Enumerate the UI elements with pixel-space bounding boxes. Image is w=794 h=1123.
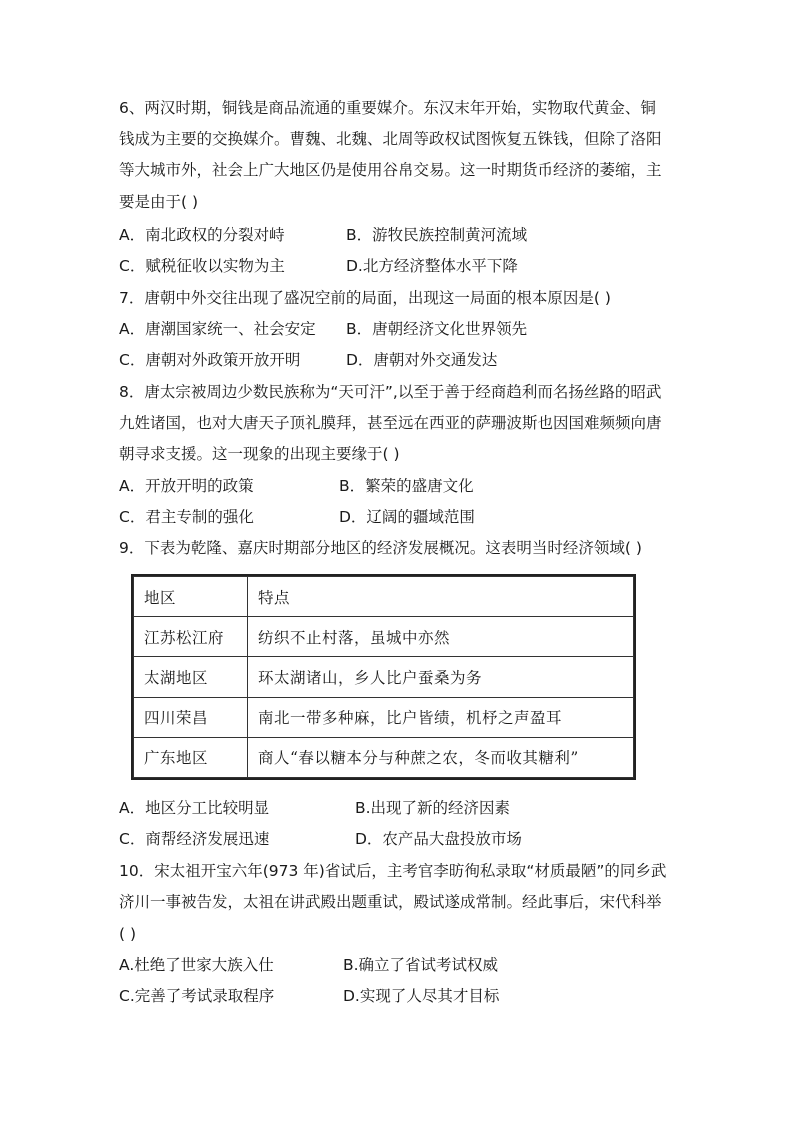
q8-stem-line-3: 朝寻求支援。这一现象的出现主要缘于( ): [119, 445, 400, 463]
q10-option-b: B.确立了省试考试权威: [343, 956, 499, 974]
q9-option-b: B.出现了新的经济因素: [355, 799, 511, 817]
q6-stem-line-1: 6、两汉时期，铜钱是商品流通的重要媒介。东汉末年开始，实物取代黄金、铜: [119, 99, 656, 117]
q10-option-d: D.实现了人尽其才目标: [343, 987, 500, 1005]
table-cell-feature: 商人“春以糖本分与种蔗之农，冬而收其糖利”: [248, 737, 634, 777]
q6-option-d: D.北方经济整体水平下降: [346, 257, 518, 275]
table-row: [134, 697, 634, 737]
table-row: [134, 737, 634, 777]
q6-option-a: A．南北政权的分裂对峙: [119, 226, 285, 244]
table-cell-region: 广东地区: [134, 737, 248, 777]
q6-stem-line-4: 要是由于( ): [119, 193, 199, 211]
economy-table: [131, 574, 636, 780]
q6-option-b: B．游牧民族控制黄河流域: [346, 226, 528, 244]
q9-stem-line-1: 9．下表为乾隆、嘉庆时期部分地区的经济发展概况。这表明当时经济领域( ): [119, 539, 642, 557]
q6-option-c: C．赋税征收以实物为主: [119, 257, 285, 275]
q8-option-d: D．辽阔的疆域范围: [339, 508, 475, 526]
q6-stem-line-2: 钱成为主要的交换媒介。曹魏、北魏、北周等政权试图恢复五铢钱，但除了洛阳: [119, 130, 662, 148]
q9-option-d: D．农产品大盘投放市场: [355, 830, 522, 848]
q7-option-b: B．唐朝经济文化世界领先: [346, 320, 528, 338]
table-row: [134, 617, 634, 657]
q10-stem-line-3: ( ): [119, 925, 137, 943]
q8-option-b: B．繁荣的盛唐文化: [339, 477, 474, 495]
q7-option-a: A．唐潮国家统一、社会安定: [119, 320, 316, 338]
q8-option-c: C．君主专制的强化: [119, 508, 254, 526]
table-cell-region: 江苏松江府: [134, 617, 248, 657]
table-cell-feature: 纺织不止村落，虽城中亦然: [248, 617, 634, 657]
q9-option-c: C．商帮经济发展迅速: [119, 830, 270, 848]
table-header-row: [134, 577, 634, 617]
q6-stem-line-3: 等大城市外，社会上广大地区仍是使用谷帛交易。这一时期货币经济的萎缩，主: [119, 161, 662, 179]
q10-stem-line-1: 10．宋太祖开宝六年(973 年)省试后，主考官李昉徇私录取“材质最陋”的同乡武: [119, 862, 667, 880]
q7-option-c: C．唐朝对外政策开放开明: [119, 351, 301, 369]
q10-stem-line-2: 济川一事被告发，太祖在讲武殿出题重试，殿试遂成常制。经此事后，宋代科举: [119, 893, 662, 911]
q8-stem-line-2: 九姓诸国，也对大唐天子顶礼膜拜，甚至远在西亚的萨珊波斯也因国难频频向唐: [119, 414, 662, 432]
table-cell-feature: 南北一带多种麻，比户皆绩，机杼之声盈耳: [248, 697, 634, 737]
table-cell-region: 四川荣昌: [134, 697, 248, 737]
table-cell-feature: 环太湖诸山，乡人比户蚕桑为务: [248, 657, 634, 697]
table-header-feature: 特点: [248, 577, 634, 617]
table-cell-region: 太湖地区: [134, 657, 248, 697]
q10-option-a: A.杜绝了世家大族入仕: [119, 956, 274, 974]
q10-option-c: C.完善了考试录取程序: [119, 987, 275, 1005]
q7-option-d: D．唐朝对外交通发达: [346, 351, 498, 369]
q8-stem-line-1: 8．唐太宗被周边少数民族称为“天可汗”,以至于善于经商趋利而名扬丝路的昭武: [119, 383, 662, 401]
q7-stem-line-1: 7．唐朝中外交往出现了盛况空前的局面，出现这一局面的根本原因是( ): [119, 289, 611, 307]
table-header-region: 地区: [134, 577, 248, 617]
q8-option-a: A．开放开明的政策: [119, 477, 254, 495]
q9-option-a: A．地区分工比较明显: [119, 799, 270, 817]
table-row: [134, 657, 634, 697]
